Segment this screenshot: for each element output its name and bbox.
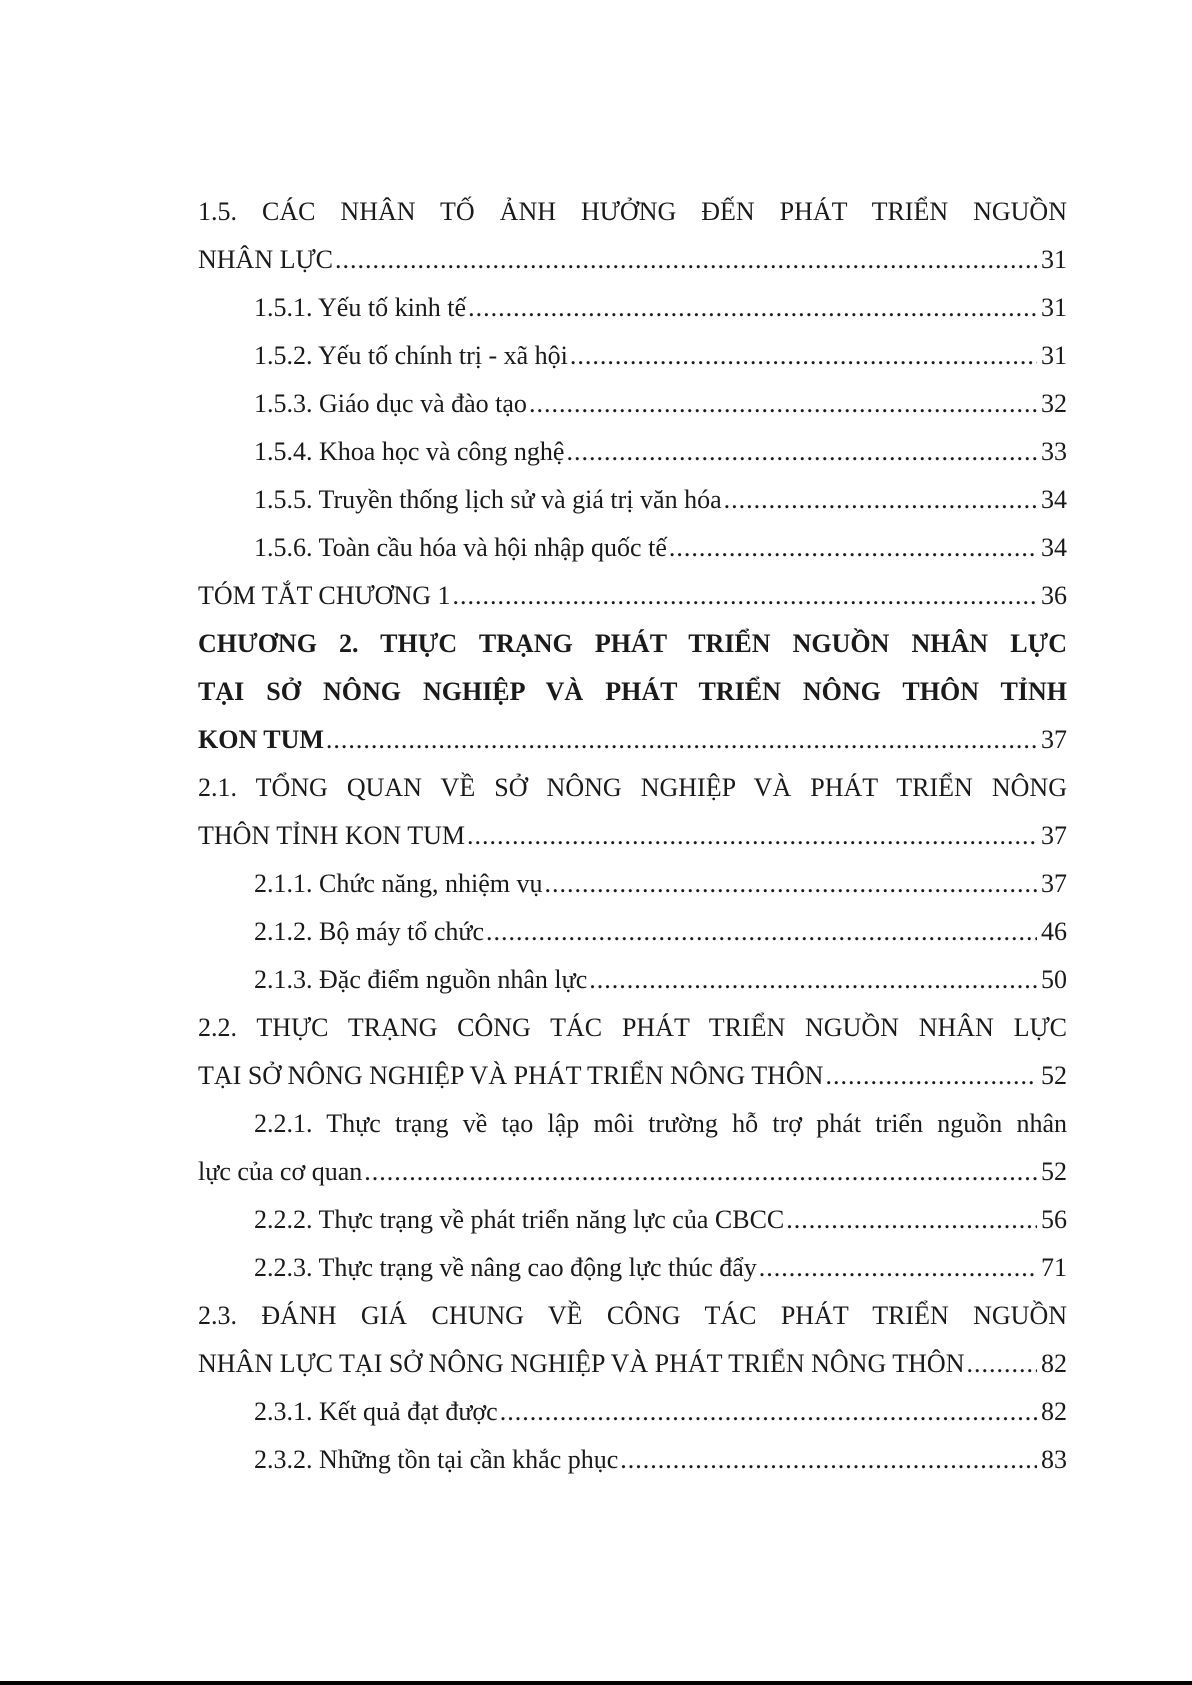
toc-page-number: 46 xyxy=(1041,917,1067,946)
dot-leader xyxy=(545,860,1037,908)
toc-entry[interactable] xyxy=(198,476,1067,524)
toc-entry-line xyxy=(254,1244,1067,1292)
toc-entry[interactable] xyxy=(198,1004,1067,1100)
dot-leader xyxy=(335,236,1037,284)
toc-entry[interactable] xyxy=(198,908,1067,956)
table-of-contents xyxy=(198,188,1067,1484)
toc-page-number: 52 xyxy=(1041,1157,1067,1186)
toc-page-number: 31 xyxy=(1041,293,1067,322)
toc-entry-line xyxy=(254,1436,1067,1484)
toc-page-number: 50 xyxy=(1041,965,1067,994)
dot-leader xyxy=(620,1436,1037,1484)
toc-page-number: 33 xyxy=(1041,437,1067,466)
toc-page-number: 37 xyxy=(1041,869,1067,898)
toc-entry-title: 2.1.3. Đặc điểm nguồn nhân lực xyxy=(254,965,588,994)
toc-page-number: 32 xyxy=(1041,389,1067,418)
dot-leader xyxy=(786,1196,1037,1244)
toc-entry-title: 1.5.2. Yếu tố chính trị - xã hội xyxy=(254,341,568,370)
dot-leader xyxy=(589,956,1037,1004)
toc-page-number: 71 xyxy=(1041,1253,1067,1282)
toc-entry[interactable] xyxy=(198,1100,1067,1196)
dot-leader xyxy=(500,1388,1037,1436)
toc-page-number: 36 xyxy=(1041,581,1067,610)
toc-entry-title: 2.1.2. Bộ máy tổ chức xyxy=(254,917,485,946)
toc-page-number: 31 xyxy=(1041,245,1067,274)
toc-entry[interactable] xyxy=(198,1388,1067,1436)
toc-entry[interactable] xyxy=(198,620,1067,764)
dot-leader xyxy=(364,1148,1037,1196)
toc-page-number: 82 xyxy=(1041,1397,1067,1426)
toc-entry-heading-line: TẠI SỞ NÔNG NGHIỆP VÀ PHÁT TRIỂN NÔNG THÔN TỈNH xyxy=(198,677,1067,706)
toc-entry-line xyxy=(254,860,1067,908)
toc-entry[interactable] xyxy=(198,380,1067,428)
toc-page-number: 31 xyxy=(1041,341,1067,370)
toc-entry-title: 1.5.5. Truyền thống lịch sử và giá trị văn hóa xyxy=(254,485,722,514)
toc-entry[interactable] xyxy=(198,1196,1067,1244)
toc-entry-title: TẠI SỞ NÔNG NGHIỆP VÀ PHÁT TRIỂN NÔNG THÔN xyxy=(198,1061,824,1090)
dot-leader xyxy=(566,428,1037,476)
toc-entry[interactable] xyxy=(198,524,1067,572)
toc-entry-line xyxy=(254,908,1067,956)
toc-entry-title: 1.5.4. Khoa học và công nghệ xyxy=(254,437,565,466)
dot-leader xyxy=(825,1052,1037,1100)
toc-entry-heading-line: 1.5. CÁC NHÂN TỐ ẢNH HƯỞNG ĐẾN PHÁT TRIỂN NGUỒN xyxy=(198,197,1067,226)
toc-entry-heading-line: 2.1. TỔNG QUAN VỀ SỞ NÔNG NGHIỆP VÀ PHÁT TRIỂN NÔNG xyxy=(198,773,1067,802)
toc-page-number: 56 xyxy=(1041,1205,1067,1234)
toc-entry-line xyxy=(254,476,1067,524)
toc-entry-heading-line: CHƯƠNG 2. THỰC TRẠNG PHÁT TRIỂN NGUỒN NHÂN LỰC xyxy=(198,629,1067,658)
toc-entry[interactable] xyxy=(198,284,1067,332)
toc-entry[interactable] xyxy=(198,956,1067,1004)
toc-entry-line xyxy=(254,1196,1067,1244)
dot-leader xyxy=(529,380,1037,428)
toc-entry-line xyxy=(254,428,1067,476)
toc-entry-title: KON TUM xyxy=(198,725,324,754)
toc-entry-heading-line: 2.2.1. Thực trạng về tạo lập môi trường hỗ trợ phát triển nguồn nhân xyxy=(254,1109,1067,1138)
toc-entry-line xyxy=(254,284,1067,332)
toc-entry[interactable] xyxy=(198,428,1067,476)
toc-entry-title: 2.3.1. Kết quả đạt được xyxy=(254,1397,498,1426)
toc-entry-title: NHÂN LỰC xyxy=(198,245,334,274)
toc-entry[interactable] xyxy=(198,860,1067,908)
toc-entry[interactable] xyxy=(198,1244,1067,1292)
dot-leader xyxy=(468,284,1037,332)
toc-page-number: 37 xyxy=(1041,821,1067,850)
dot-leader xyxy=(724,476,1037,524)
toc-page-number: 83 xyxy=(1041,1445,1067,1474)
toc-entry-line xyxy=(198,236,1067,284)
toc-entry[interactable] xyxy=(198,1292,1067,1388)
toc-entry-title: 2.3.2. Những tồn tại cần khắc phục xyxy=(254,1445,619,1474)
toc-page-number: 37 xyxy=(1041,725,1067,754)
toc-entry-title: NHÂN LỰC TẠI SỞ NÔNG NGHIỆP VÀ PHÁT TRIỂN NÔNG THÔN xyxy=(198,1349,965,1378)
toc-entry-title: THÔN TỈNH KON TUM xyxy=(198,821,465,850)
toc-page-number: 34 xyxy=(1041,533,1067,562)
toc-entry-line xyxy=(198,1148,1067,1196)
toc-entry-heading-line: 2.2. THỰC TRẠNG CÔNG TÁC PHÁT TRIỂN NGUỒN NHÂN LỰC xyxy=(198,1013,1067,1042)
dot-leader xyxy=(326,716,1037,764)
toc-page-number: 82 xyxy=(1041,1349,1067,1378)
toc-page-number: 34 xyxy=(1041,485,1067,514)
dot-leader xyxy=(453,572,1038,620)
toc-entry[interactable] xyxy=(198,188,1067,284)
toc-entry-title: 1.5.1. Yếu tố kinh tế xyxy=(254,293,467,322)
toc-entry-title: lực của cơ quan xyxy=(198,1157,363,1186)
page-bottom-border xyxy=(0,1681,1192,1685)
toc-entry[interactable] xyxy=(198,332,1067,380)
toc-entry-title: 1.5.3. Giáo dục và đào tạo xyxy=(254,389,527,418)
toc-entry-title: 2.1.1. Chức năng, nhiệm vụ xyxy=(254,869,543,898)
toc-entry-title: TÓM TẮT CHƯƠNG 1 xyxy=(198,581,451,610)
toc-entry-line xyxy=(198,812,1067,860)
dot-leader xyxy=(570,332,1037,380)
toc-entry[interactable] xyxy=(198,1436,1067,1484)
dot-leader xyxy=(467,812,1037,860)
toc-entry-line xyxy=(254,332,1067,380)
dot-leader xyxy=(759,1244,1037,1292)
toc-entry-line xyxy=(198,572,1067,620)
toc-entry-line xyxy=(254,524,1067,572)
toc-entry-line xyxy=(254,956,1067,1004)
toc-entry-line xyxy=(198,1340,1067,1388)
toc-entry[interactable] xyxy=(198,764,1067,860)
toc-entry-line xyxy=(198,1052,1067,1100)
toc-entry-line xyxy=(198,716,1067,764)
toc-entry-line xyxy=(254,380,1067,428)
dot-leader xyxy=(966,1340,1037,1388)
toc-entry-title: 2.2.3. Thực trạng về nâng cao động lực thúc đẩy xyxy=(254,1253,757,1282)
dot-leader xyxy=(486,908,1037,956)
toc-entry-heading-line: 2.3. ĐÁNH GIÁ CHUNG VỀ CÔNG TÁC PHÁT TRIỂN NGUỒN xyxy=(198,1301,1067,1330)
dot-leader xyxy=(669,524,1037,572)
toc-entry-line xyxy=(254,1388,1067,1436)
toc-entry[interactable] xyxy=(198,572,1067,620)
toc-page-number: 52 xyxy=(1041,1061,1067,1090)
toc-entry-title: 2.2.2. Thực trạng về phát triển năng lực của CBCC xyxy=(254,1205,785,1234)
toc-entry-title: 1.5.6. Toàn cầu hóa và hội nhập quốc tế xyxy=(254,533,667,562)
